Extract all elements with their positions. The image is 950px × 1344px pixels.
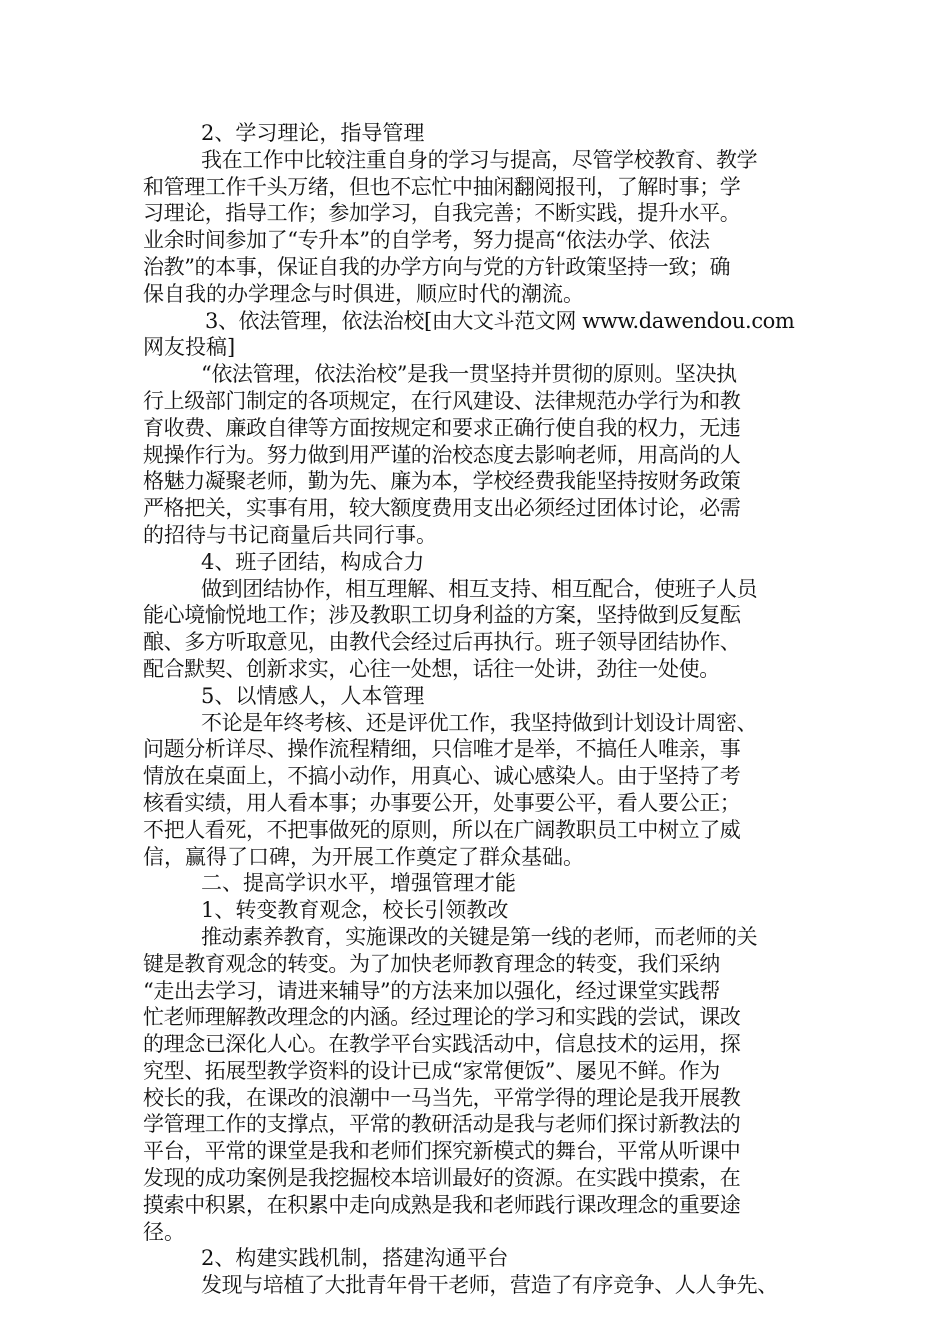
paragraph-line: 酿、多方听取意见，由教代会经过后再执行。班子领导团结协作、 xyxy=(143,630,741,655)
paragraph-line: 问题分析详尽、操作流程精细，只信唯才是举，不搞任人唯亲，事 xyxy=(143,737,741,762)
paragraph-line: 和管理工作千头万绪，但也不忘忙中抽闲翻阅报刊，了解时事；学 xyxy=(143,174,741,199)
paragraph-line: “依法管理，依法治校”是我一贯坚持并贯彻的原则。坚决执 xyxy=(201,362,737,387)
paragraph-line: 情放在桌面上，不搞小动作，用真心、诚心感染人。由于坚持了考 xyxy=(143,764,741,789)
heading-people-oriented: 5、以情感人，人本管理 xyxy=(201,683,425,708)
paragraph-line: 不把人看死，不把事做死的原则，所以在广阔教职员工中树立了威 xyxy=(143,817,741,842)
paragraph-line: 行上级部门制定的各项规定，在行风建设、法律规范办学行为和教 xyxy=(143,388,741,413)
paragraph-line: 推动素养教育，实施课改的关键是第一线的老师，而老师的关 xyxy=(201,924,758,949)
paragraph-line: 配合默契、创新求实，心往一处想，话往一处讲，劲往一处使。 xyxy=(143,656,720,681)
paragraph-line: 习理论，指导工作；参加学习，自我完善；不断实践，提升水平。 xyxy=(143,201,741,226)
paragraph-line: 键是教育观念的转变。为了加快老师教育理念的转变，我们采纳 xyxy=(143,951,720,976)
paragraph-line: 核看实绩，用人看本事；办事要公开，处事要公平，看人要公正； xyxy=(143,790,741,815)
paragraph-line: 的招待与书记商量后共同行事。 xyxy=(143,522,437,547)
heading-rule-of-law: 3、依法管理，依法治校[由大文斗范文网 www.dawendou.com xyxy=(205,308,795,333)
paragraph-line: 育收费、廉政自律等方面按规定和要求正确行使自我的权力，无违 xyxy=(143,415,741,440)
document-body xyxy=(143,120,813,1299)
paragraph-line: 做到团结协作，相互理解、相互支持、相互配合，使班子人员 xyxy=(201,576,758,601)
paragraph-line: “走出去学习，请进来辅导”的方法来加以强化，经过课堂实践帮 xyxy=(143,978,720,1003)
paragraph-line: 学管理工作的支撑点，平常的教研活动是我与老师们探讨新教法的 xyxy=(143,1112,741,1137)
paragraph-line: 发现的成功案例是我挖掘校本培训最好的资源。在实践中摸索，在 xyxy=(143,1166,741,1191)
paragraph-line: 格魅力凝聚老师，勤为先、廉为本，学校经费我能坚持按财务政策 xyxy=(143,469,741,494)
paragraph-line: 我在工作中比较注重自身的学习与提高，尽管学校教育、教学 xyxy=(201,147,758,172)
paragraph-line: 业余时间参加了“专升本”的自学考，努力提高“依法办学、依法 xyxy=(143,228,710,253)
paragraph-line: 不论是年终考核、还是评优工作，我坚持做到计划设计周密、 xyxy=(201,710,758,735)
heading-education-concepts: 1、转变教育观念，校长引领教改 xyxy=(201,898,509,923)
paragraph-line: 规操作行为。努力做到用严谨的治校态度去影响老师，用高尚的人 xyxy=(143,442,741,467)
heading-study-theory: 2、学习理论，指导管理 xyxy=(201,121,425,145)
paragraph-line: 治教”的本事，保证自我的办学方向与党的方针政策坚持一致；确 xyxy=(143,254,731,279)
paragraph-line: 能心境愉悦地工作；涉及教职工切身利益的方案，坚持做到反复酝 xyxy=(143,603,741,628)
heading-rule-of-law-continued: 网友投稿] xyxy=(143,335,236,360)
paragraph-line: 平台，平常的课堂是我和老师们探究新模式的舞台，平常从听课中 xyxy=(143,1139,741,1164)
paragraph-line: 忙老师理解教改理念的内涵。经过理论的学习和实践的尝试，课改 xyxy=(143,1005,741,1030)
paragraph-line: 保自我的办学理念与时俱进，顺应时代的潮流。 xyxy=(143,281,584,306)
paragraph-line: 径。 xyxy=(143,1219,185,1244)
paragraph-line: 发现与培植了大批青年骨干老师，营造了有序竞争、人人争先、 xyxy=(201,1273,778,1298)
paragraph-line: 信，赢得了口碑，为开展工作奠定了群众基础。 xyxy=(143,844,584,869)
paragraph-line: 究型、拓展型教学资料的设计已成“家常便饭”、屡见不鲜。作为 xyxy=(143,1058,720,1083)
heading-team-unity: 4、班子团结，构成合力 xyxy=(201,549,425,574)
section-heading-management-ability: 二、提高学识水平，增强管理才能 xyxy=(201,871,516,896)
paragraph-line: 严格把关，实事有用，较大额度费用支出必须经过团体讨论，必需 xyxy=(143,496,741,521)
paragraph-line: 摸索中积累，在积累中走向成熟是我和老师践行课改理念的重要途 xyxy=(143,1192,741,1217)
paragraph-line: 的理念已深化人心。在教学平台实践活动中，信息技术的运用，探 xyxy=(143,1032,741,1057)
paragraph-line: 校长的我，在课改的浪潮中一马当先，平常学得的理论是我开展教 xyxy=(143,1085,741,1110)
heading-practice-mechanism: 2、构建实践机制，搭建沟通平台 xyxy=(201,1246,509,1271)
